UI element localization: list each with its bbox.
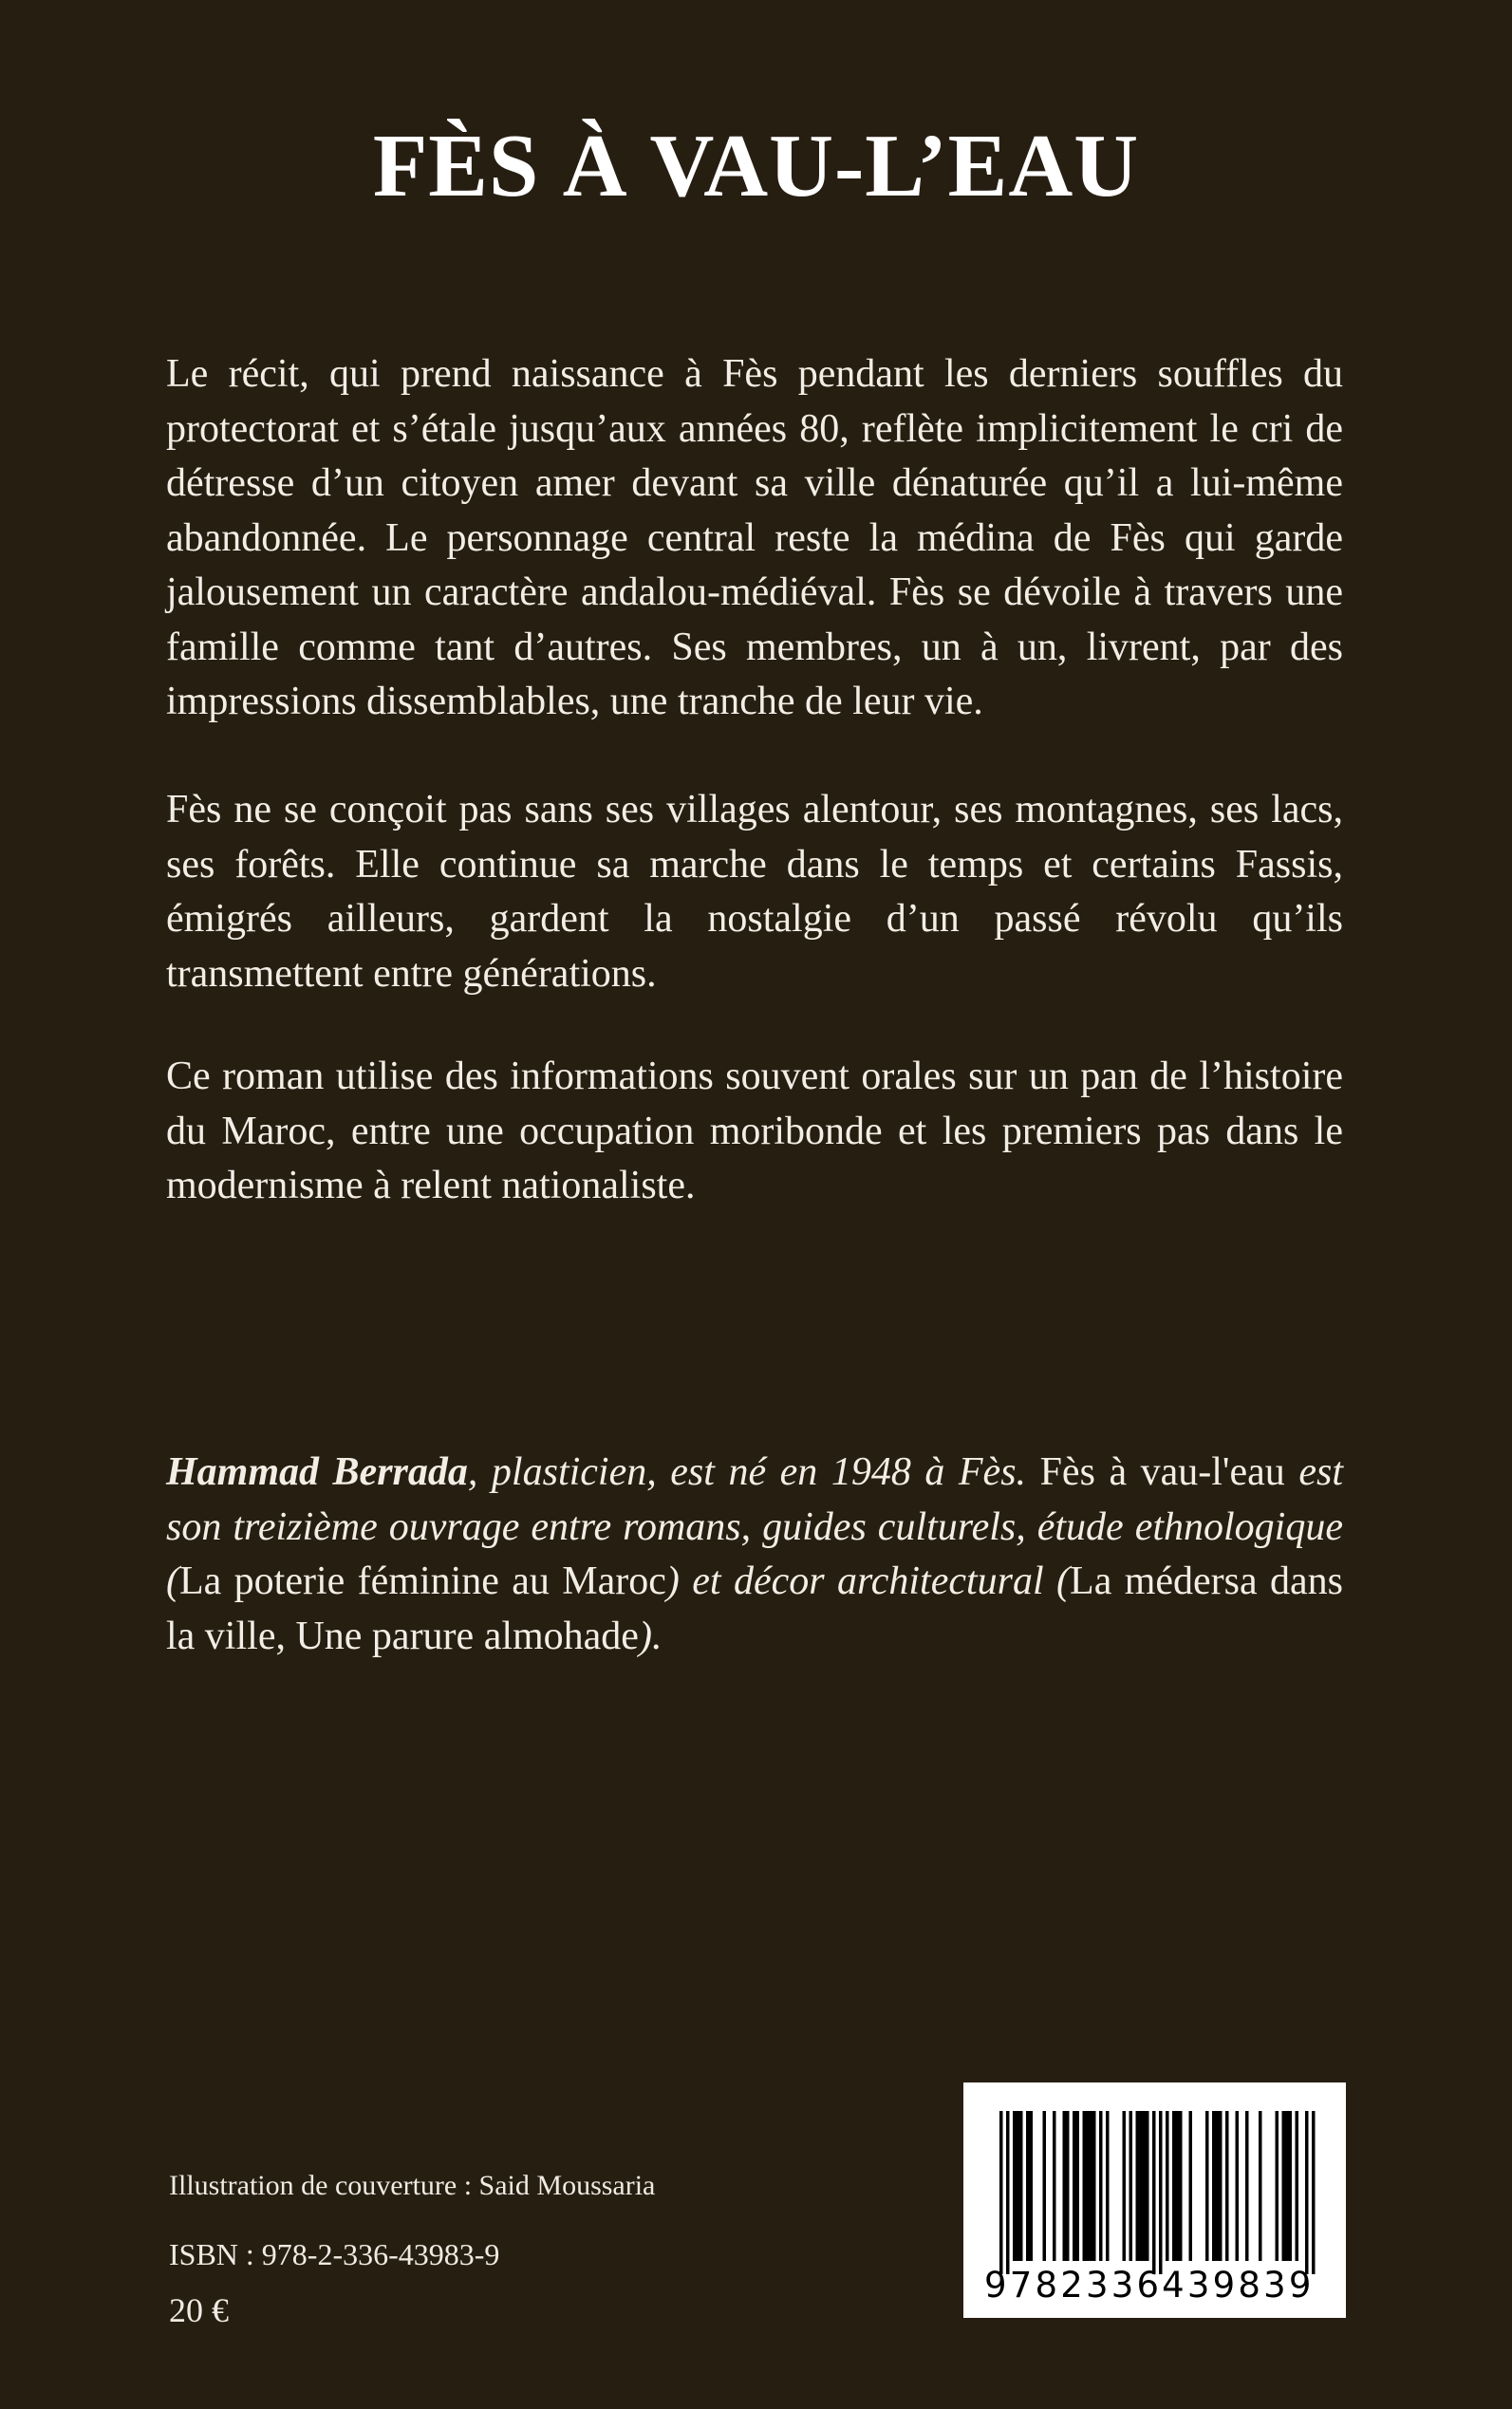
barcode-bar <box>1099 2111 1103 2261</box>
barcode-digits: 9782336439839 <box>984 2265 1315 2306</box>
illustration-credit: Illustration de couverture : Said Moussaria <box>169 2170 656 2201</box>
barcode-bar <box>1006 2111 1010 2274</box>
barcode-bar <box>1236 2111 1240 2261</box>
barcode-bar <box>1030 2111 1034 2261</box>
barcode-bar <box>1017 2111 1020 2261</box>
bio-part-2: est son treizième ouvrage entre romans, guides culturels, étude ethnologique ( <box>166 1450 1343 1603</box>
summary-paragraph-3 <box>166 1050 1343 1214</box>
barcode-bar <box>1259 2111 1262 2261</box>
summary-text-3: Ce roman utilise des informations souvent orales sur un pan de l’histoire du Maroc, entre une occupation moribonde et les premiers pas dans le modernisme à relent nationaliste. <box>166 1055 1343 1207</box>
barcode-bar <box>1123 2111 1127 2261</box>
barcode-bar <box>1043 2111 1047 2261</box>
barcode-bar <box>1212 2111 1216 2261</box>
barcode-bar <box>1289 2111 1293 2261</box>
barcode-bar <box>1305 2111 1309 2274</box>
barcode-bar <box>1019 2111 1023 2261</box>
barcode-bar <box>1053 2111 1056 2261</box>
summary-text-2: Fès ne se conçoit pas sans ses villages alentour, ses montagnes, ses lacs, ses forêts. Elle continue sa marche dans le temps et certains Fassis, émigrés ailleurs, gardent la nostalgie d’un passé révolu qu’ils transmettent entre générations. <box>166 788 1343 996</box>
barcode-bar <box>1129 2111 1133 2261</box>
barcode-bar <box>1152 2111 1156 2274</box>
author-bio-text <box>166 1446 1343 1664</box>
barcode-bar <box>1013 2111 1017 2261</box>
barcode-bar <box>1106 2111 1110 2261</box>
author-bio <box>166 1446 1343 1664</box>
barcode-bar <box>1296 2111 1299 2261</box>
bio-work-1: La poterie féminine au Maroc <box>179 1559 666 1603</box>
bio-work-2: La médersa dans la ville, Une parure almohade <box>166 1559 1343 1658</box>
barcode-bar <box>1136 2111 1140 2261</box>
barcode-bar <box>1205 2111 1209 2261</box>
barcode-bar <box>1086 2111 1090 2261</box>
barcode-bar <box>1146 2111 1149 2261</box>
bio-part-1: , plasticien, est né en 1948 à Fès. <box>467 1450 1040 1494</box>
barcode-bar <box>1176 2111 1180 2261</box>
bio-book-title: Fès à vau-l'eau <box>1039 1450 1285 1494</box>
barcode-bar <box>999 2111 1003 2274</box>
bio-part-4: ). <box>638 1614 663 1658</box>
barcode <box>963 2082 1346 2318</box>
summary-paragraph-1 <box>166 347 1343 730</box>
barcode-bar <box>1179 2111 1183 2261</box>
barcode-bar <box>1219 2111 1223 2261</box>
barcode-bar <box>1092 2111 1096 2261</box>
barcode-bar <box>1083 2111 1087 2261</box>
barcode-bar <box>1159 2111 1163 2274</box>
barcode-bar <box>1143 2111 1147 2261</box>
book-title: FÈS À VAU-L’EAU <box>372 117 1140 215</box>
barcode-bar <box>1172 2111 1176 2261</box>
summary-paragraph-2 <box>166 783 1343 1001</box>
barcode-bar <box>1026 2111 1030 2261</box>
barcode-bar <box>1063 2111 1067 2261</box>
barcode-bar <box>1189 2111 1193 2261</box>
barcode-bar <box>1225 2111 1229 2261</box>
barcode-bar <box>1312 2111 1316 2274</box>
author-name: Hammad Berrada <box>166 1450 468 1494</box>
barcode-bar <box>1073 2111 1076 2261</box>
barcode-bar <box>1076 2111 1080 2261</box>
barcode-bar <box>1245 2111 1249 2261</box>
price: 20 € <box>169 2291 229 2329</box>
barcode-bar <box>1066 2111 1070 2261</box>
barcode-bar <box>1090 2111 1093 2261</box>
barcode-bar <box>1276 2111 1279 2261</box>
barcode-bar <box>1216 2111 1220 2261</box>
isbn: ISBN : 978-2-336-43983-9 <box>169 2237 500 2271</box>
summary-text-1: Le récit, qui prend naissance à Fès pendant les derniers souffles du protectorat et s’étale jusqu’aux années 80, reflète implicitement le cri de détresse d’un citoyen amer devant sa ville dénaturée qu’il a lui-même abandonnée. Le personnage central reste la médina de Fès qui garde jalousement un caractère andalou-médiéval. Fès se dévoile à travers une famille comme tant d’autres. Ses membres, un à un, livrent, par des impressions dissemblables, une tranche de leur vie. <box>166 352 1343 723</box>
barcode-bar <box>1166 2111 1169 2261</box>
barcode-bar <box>1282 2111 1286 2261</box>
bio-part-3: ) et décor architectural ( <box>665 1559 1071 1603</box>
barcode-bar <box>1139 2111 1143 2261</box>
barcode-bar <box>1285 2111 1289 2261</box>
